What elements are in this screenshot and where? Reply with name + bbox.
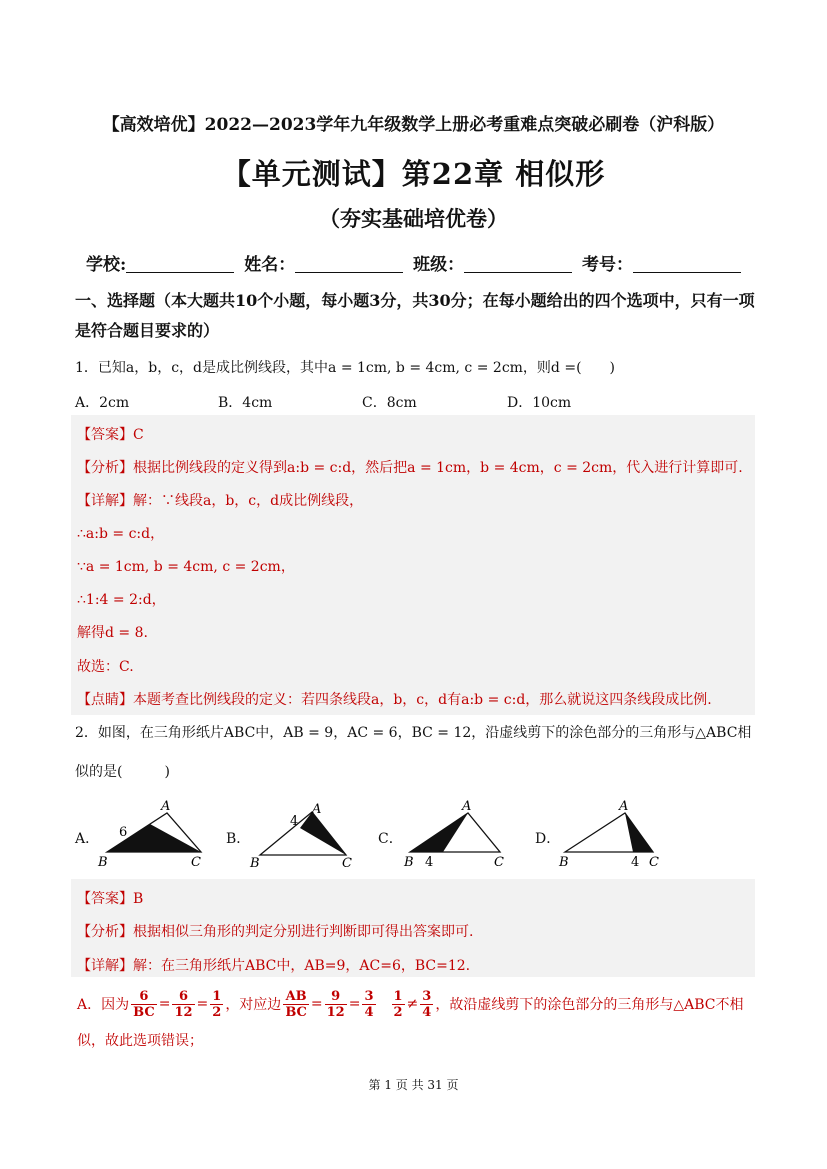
q2-figure-d (555, 800, 670, 868)
q2-analysis: 【分析】根据相似三角形的判定分别进行判断即可得出答案即可. (77, 924, 474, 940)
question-2-stem-line-2: 似的是( ) (75, 764, 170, 780)
name-label: 姓名： (244, 255, 296, 275)
fig-c-vertex-b: B (404, 855, 414, 868)
q2-option-a-label: A． (75, 831, 100, 847)
fig-d-vertex-c: C (649, 855, 659, 868)
q1-step-2: ∵a = 1cm, b = 4cm, c = 2cm， (77, 559, 295, 575)
fraction-1-over-2-b: $\frac{1}{2}$ (393, 988, 403, 1020)
equals-sign: = (158, 996, 171, 1012)
a-prefix: A．因为 (77, 997, 130, 1013)
question-1-stem: 1．已知a，b，c，d是成比例线段，其中a = 1cm, b = 4cm, c = 2cm，则d =( ) (75, 360, 615, 376)
fig-c-vertex-a: A (462, 800, 472, 814)
q1-option-a: A．2cm (75, 395, 130, 411)
fig-d-side-label: 4 (631, 855, 640, 868)
fig-a-vertex-b: B (98, 855, 108, 868)
q2-detail: 【详解】解：在三角形纸片ABC中，AB=9，AC=6，BC=12. (77, 958, 471, 974)
fraction-6-over-12: $\frac{6}{12}$ (174, 988, 193, 1020)
school-label: 学校: (86, 255, 127, 275)
section-heading: 一、选择题（本大题共10个小题，每小题3分，共30分；在每小题给出的四个选项中，只有一项是符合题目要求的） (75, 291, 755, 340)
q2-option-a-explanation (77, 984, 743, 1024)
fraction-1-over-2: $\frac{1}{2}$ (212, 988, 222, 1020)
q2-option-d-label: D． (535, 831, 561, 847)
q1-option-c: C．8cm (362, 395, 417, 411)
name-field[interactable] (295, 256, 403, 273)
fraction-3-over-4: $\frac{3}{4}$ (364, 988, 374, 1020)
school-field[interactable] (126, 256, 234, 273)
fig-c-side-label: 4 (425, 855, 434, 868)
page-title: 【单元测试】第22章 相似形 (221, 157, 606, 191)
q2-figure-a (95, 800, 210, 868)
exam-header: 【高效培优】2022—2023学年九年级数学上册必考重难点突破必刷卷（沪科版） (102, 115, 725, 135)
q1-option-d: D．10cm (507, 395, 572, 411)
equals-sign: = (310, 996, 323, 1012)
fig-a-side-label: 6 (119, 825, 128, 840)
student-info-fields (86, 250, 745, 275)
fraction-9-over-12: $\frac{9}{12}$ (326, 988, 345, 1020)
q1-choice: 故选：C. (77, 659, 134, 675)
corresponding-sides-text: ，对应边 (225, 997, 282, 1013)
q2-figure-c (398, 800, 513, 868)
q1-answer: 【答案】C (77, 427, 144, 443)
q1-comment: 【点睛】本题考查比例线段的定义：若四条线段a，b，c，d有a:b = c:d，那么就说这四条线段成比例. (77, 692, 712, 708)
q2-option-c-label: C． (378, 831, 403, 847)
fig-b-outline (260, 812, 346, 855)
exam-number-field[interactable] (633, 256, 741, 273)
fraction-6-over-bc: $\frac{6}{BC}$ (133, 988, 155, 1020)
q1-step-3: ∴1:4 = 2:d， (77, 592, 166, 608)
fig-d-vertex-a: A (619, 800, 629, 814)
class-field[interactable] (464, 256, 572, 273)
exam-number-label: 考号： (582, 255, 634, 275)
q1-step-1: ∴a:b = c:d， (77, 526, 165, 542)
class-label: 班级： (413, 255, 465, 275)
fraction-3-over-4-b: $\frac{3}{4}$ (422, 988, 432, 1020)
page-subtitle: （夯实基础培优卷） (319, 206, 508, 231)
q2-figure-b (246, 800, 361, 870)
q1-step-4: 解得d = 8. (77, 625, 148, 641)
page-footer: 第 1 页 共 31 页 (368, 1078, 459, 1092)
fig-b-side-label: 4 (290, 814, 299, 829)
fig-b-vertex-b: B (250, 856, 260, 870)
equals-sign: = (196, 996, 209, 1012)
q2-option-a-explanation-line-2: 似，故此选项错误； (77, 1033, 203, 1049)
question-2-stem-line-1: 2．如图，在三角形纸片ABC中，AB = 9，AC = 6，BC = 12，沿虚线剪下的涂色部分的三角形与△ABC相 (75, 725, 752, 741)
q2-answer: 【答案】B (77, 891, 144, 907)
q1-detail: 【详解】解：∵线段a，b，c，d成比例线段， (77, 493, 364, 509)
fig-a-vertex-c: C (191, 855, 201, 868)
fig-d-vertex-b: B (559, 855, 569, 868)
fig-b-shaded-triangle (300, 812, 346, 855)
q1-option-b: B．4cm (218, 395, 273, 411)
fig-b-vertex-c: C (342, 856, 352, 870)
fig-c-vertex-c: C (494, 855, 504, 868)
not-equal-sign: ≠ (406, 996, 419, 1012)
q1-analysis: 【分析】根据比例线段的定义得到a:b = c:d，然后把a = 1cm，b = 4cm，c = 2cm，代入进行计算即可. (77, 460, 743, 476)
a-suffix: ，故沿虚线剪下的涂色部分的三角形与△ABC不相 (435, 997, 744, 1013)
fig-a-vertex-a: A (161, 800, 171, 814)
q2-option-b-label: B． (226, 831, 251, 847)
fraction-ab-over-bc: $\frac{AB}{BC}$ (285, 988, 307, 1020)
equals-sign: = (348, 996, 361, 1012)
fig-b-vertex-a: A (312, 802, 322, 817)
